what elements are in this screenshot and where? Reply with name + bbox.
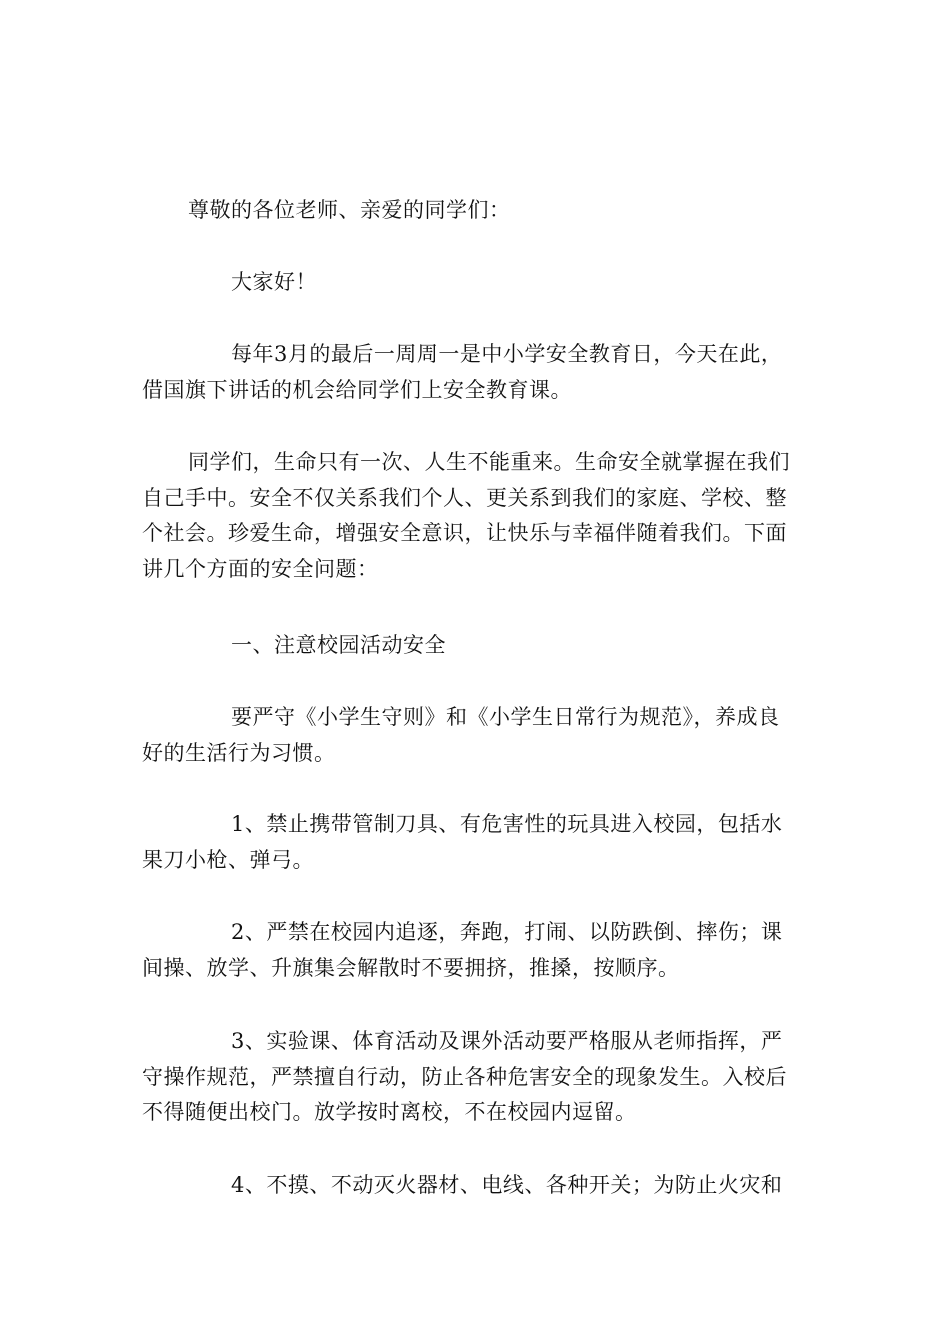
list-item-3: 3、实验课、体育活动及课外活动要严格服从老师指挥，严 守操作规范，严禁擅自行动，防止各种危害安全的现象发生。入校后 不得随便出校门。放学按时离校，不在校园内逗留。 [142,1029,787,1124]
paragraph-life-safety: 同学们，生命只有一次、人生不能重来。生命安全就掌握在我们 自己手中。安全不仅关系我们个人、更关系到我们的家庭、学校、整 个社会。珍爱生命，增强安全意识，让快乐与幸福伴随着我们。下面 讲几个方面的安全问题： [142,450,790,581]
section-heading-campus-safety: 一、注意校园活动安全 [231,633,446,657]
list-item-4: 4、不摸、不动灭火器材、电线、各种开关；为防止火灾和 [231,1173,783,1197]
greeting: 大家好！ [231,270,317,294]
paragraph-rules: 要严守《小学生守则》和《小学生日常行为规范》，养成良 好的生活行为习惯。 [142,705,780,765]
paragraph-intro: 每年3月的最后一周周一是中小学安全教育日，今天在此， 借国旗下讲话的机会给同学们上安全教育课。 [142,342,783,402]
list-item-2: 2、严禁在校园内追逐，奔跑，打闹、以防跌倒、摔伤；课 间操、放学、升旗集会解散时不要拥挤，推搡，按顺序。 [142,920,783,980]
list-item-1: 1、禁止携带管制刀具、有危害性的玩具进入校园，包括水 果刀小枪、弹弓。 [142,812,783,872]
salutation: 尊敬的各位老师、亲爱的同学们： [188,198,511,222]
